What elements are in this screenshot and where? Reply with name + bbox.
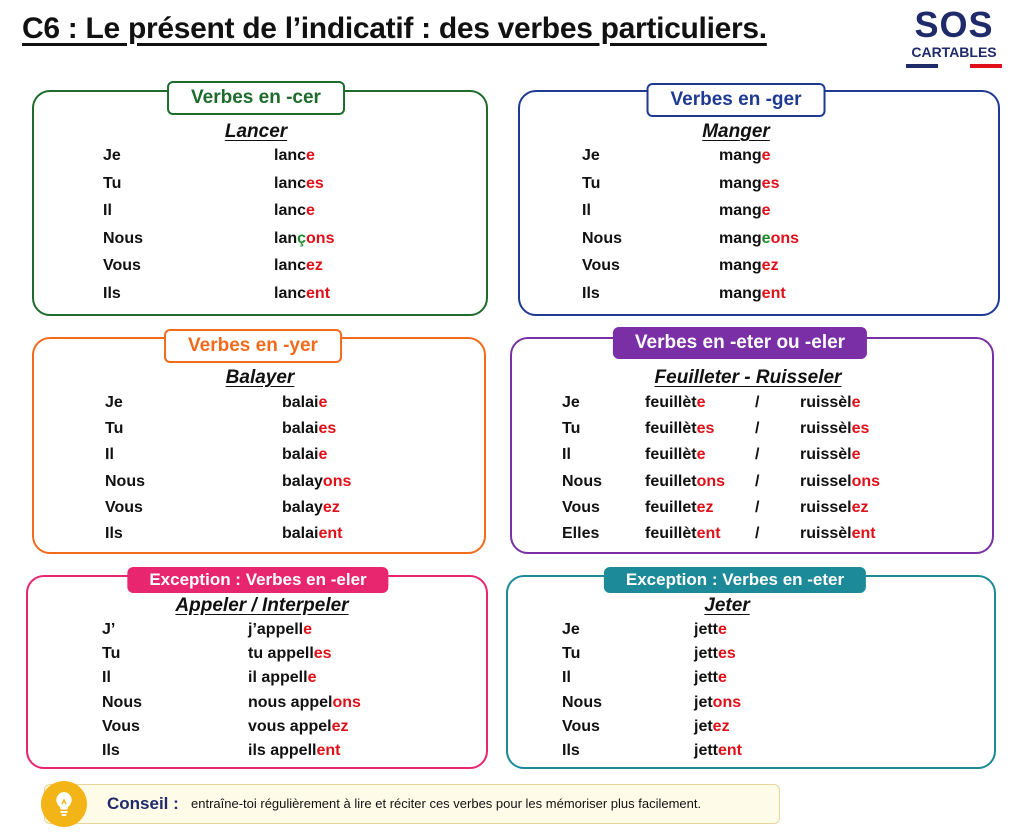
verb-form [274, 147, 315, 165]
pronoun: Ils [582, 285, 600, 302]
verb-form [719, 175, 779, 193]
stem: nous appel [248, 694, 333, 711]
pronoun: Vous [102, 718, 140, 735]
stem: ruissel [800, 499, 852, 516]
verb-form [274, 175, 324, 193]
logo-flag-bar [906, 64, 1002, 68]
pronoun: Il [562, 669, 571, 686]
pronoun: Ils [105, 525, 123, 542]
verb-form [282, 446, 327, 464]
verb-form [719, 285, 786, 303]
pronoun: Vous [562, 499, 600, 516]
ending: e [761, 202, 771, 219]
stem: tu appell [248, 645, 314, 662]
ending: ent [696, 525, 721, 542]
ending: ent [316, 742, 341, 759]
pronoun: Ils [562, 742, 580, 759]
ending: ez [331, 718, 349, 735]
ending: e [696, 394, 706, 411]
ending: ez [712, 718, 730, 735]
stem: jett [694, 621, 718, 638]
box-label: Verbes en -cer [167, 81, 345, 115]
verb-form [800, 499, 869, 517]
ending: ons [332, 694, 361, 711]
conseil-label: Conseil : [107, 794, 179, 813]
pronoun: Je [562, 394, 580, 411]
stem: ils appell [248, 742, 317, 759]
pronoun: Tu [562, 420, 581, 437]
pronoun: Nous [562, 694, 602, 711]
verb-form [645, 499, 713, 517]
ending: e [306, 202, 315, 219]
verb-form [645, 446, 705, 464]
stem: lanc [274, 285, 307, 302]
pronoun: Elles [562, 525, 600, 542]
box-label: Verbes en -eter ou -eler [613, 327, 867, 359]
separator: / [755, 473, 760, 490]
verb-form [248, 645, 332, 663]
stem: lanc [274, 257, 307, 274]
stem: mang [719, 202, 762, 219]
conseil-box [44, 784, 780, 824]
verb-form [645, 420, 714, 438]
verb-title: Balayer [225, 367, 295, 388]
verb-form [694, 718, 730, 736]
stem: feuillet [645, 499, 697, 516]
pronoun: Vous [562, 718, 600, 735]
ending: es [696, 420, 715, 437]
ending: e [718, 621, 727, 638]
stem: ruissèl [800, 446, 852, 463]
stem: feuillèt [645, 394, 697, 411]
verb-form [282, 473, 351, 491]
ending: ons [322, 473, 352, 490]
stem: lan [274, 230, 298, 247]
verb-form [274, 257, 323, 275]
conjugation-box [506, 575, 996, 769]
pronoun: J’ [102, 621, 116, 638]
stem: mang [719, 175, 762, 192]
stem: ruissel [800, 473, 852, 490]
pronoun: Vous [105, 499, 143, 516]
pronoun: Nous [582, 230, 622, 247]
stem: balai [282, 394, 319, 411]
stem: feuillèt [645, 525, 697, 542]
verb-form [645, 473, 725, 491]
ending: ons [770, 230, 800, 247]
verb-form [719, 230, 799, 248]
verb-form [719, 147, 771, 165]
ending: es [761, 175, 780, 192]
logo-top: SOS [914, 4, 994, 45]
stem: ruissèl [800, 525, 852, 542]
stem: lanc [274, 202, 307, 219]
ending: ez [761, 257, 779, 274]
pronoun: Il [102, 669, 111, 686]
pronoun: Il [562, 446, 571, 463]
verb-form [248, 694, 361, 712]
verb-form [248, 621, 312, 639]
separator: / [755, 446, 760, 463]
stem: balai [282, 525, 319, 542]
logo-bottom: CARTABLES [911, 44, 997, 60]
verb-form [719, 202, 771, 220]
modified-letter: ç [297, 230, 307, 247]
separator: / [755, 394, 760, 411]
ending: e [307, 669, 317, 686]
pronoun: Tu [105, 420, 124, 437]
ending: e [303, 621, 313, 638]
pronoun: Je [105, 394, 123, 411]
verb-form [274, 285, 330, 303]
verb-form [800, 473, 880, 491]
verb-title: Appeler / Interpeler [175, 595, 349, 616]
pronoun: Tu [102, 645, 121, 662]
ending: ent [718, 742, 742, 759]
stem: mang [719, 230, 762, 247]
ending: e [306, 147, 315, 164]
pronoun: Il [103, 202, 112, 219]
pronoun: Vous [582, 257, 620, 274]
ending: e [718, 669, 727, 686]
ending: es [313, 645, 332, 662]
ending: es [318, 420, 337, 437]
page-title: C6 : Le présent de l’indicatif : des verbes particuliers. [22, 12, 767, 45]
verb-form [800, 394, 861, 412]
stem: balai [282, 420, 319, 437]
ending: ons [851, 473, 881, 490]
lightbulb-icon [41, 781, 87, 827]
pronoun: Nous [103, 230, 143, 247]
verb-form [719, 257, 779, 275]
box-label: Exception : Verbes en -eler [127, 567, 388, 593]
pronoun: Nous [562, 473, 602, 490]
stem: j’appell [248, 621, 304, 638]
ending: e [851, 394, 861, 411]
pronoun: Nous [105, 473, 145, 490]
verb-form [282, 525, 342, 543]
logo [906, 6, 1002, 68]
stem: lanc [274, 175, 307, 192]
ending: e [318, 446, 328, 463]
stem: il appell [248, 669, 308, 686]
pronoun: Nous [102, 694, 142, 711]
verb-form [800, 420, 869, 438]
box-label: Exception : Verbes en -eter [604, 567, 866, 593]
stem: jett [694, 669, 718, 686]
ending: e [696, 446, 706, 463]
box-label: Verbes en -ger [647, 83, 826, 117]
stem: feuillèt [645, 420, 697, 437]
verb-form [694, 694, 741, 712]
pronoun: Il [105, 446, 114, 463]
stem: jett [694, 742, 718, 759]
ending: ent [306, 285, 331, 302]
stem: jet [694, 718, 713, 735]
verb-form [274, 202, 315, 220]
pronoun: Vous [103, 257, 141, 274]
pronoun: Ils [103, 285, 121, 302]
verb-form [800, 525, 876, 543]
verb-form [645, 525, 721, 543]
ending: e [761, 147, 771, 164]
verb-form [694, 645, 736, 663]
conseil-text: entraîne-toi régulièrement à lire et réciter ces verbes pour les mémoriser plus facilement. [191, 796, 702, 811]
verb-form [694, 742, 742, 760]
verb-form [694, 669, 727, 687]
ending: ent [761, 285, 786, 302]
pronoun: Tu [562, 645, 581, 662]
verb-form [248, 742, 340, 760]
pronoun: Je [582, 147, 600, 164]
stem: mang [719, 257, 762, 274]
verb-form [282, 394, 327, 412]
modified-letter: e [761, 230, 771, 247]
pronoun: Je [562, 621, 580, 638]
ending: ez [696, 499, 714, 516]
separator: / [755, 499, 760, 516]
verb-title: Lancer [224, 121, 288, 142]
separator: / [755, 420, 760, 437]
ending: ons [306, 230, 335, 247]
stem: ruissèl [800, 394, 852, 411]
separator: / [755, 525, 760, 542]
ending: e [318, 394, 328, 411]
ending: e [851, 446, 861, 463]
ending: ez [306, 257, 323, 274]
verb-form [274, 230, 334, 248]
verb-form [645, 394, 705, 412]
ending: ez [322, 499, 340, 516]
ending: es [718, 645, 736, 662]
ending: es [306, 175, 324, 192]
stem: balay [282, 473, 323, 490]
verb-form [248, 718, 348, 736]
stem: balai [282, 446, 319, 463]
stem: mang [719, 147, 762, 164]
verb-title: Manger [702, 121, 770, 142]
stem: balay [282, 499, 323, 516]
ending: ons [712, 694, 742, 711]
ending: ez [851, 499, 869, 516]
stem: jett [694, 645, 718, 662]
verb-form [800, 446, 861, 464]
verb-form [282, 420, 336, 438]
stem: lanc [274, 147, 307, 164]
stem: vous appel [248, 718, 332, 735]
box-label: Verbes en -yer [164, 329, 342, 363]
pronoun: Je [103, 147, 121, 164]
stem: mang [719, 285, 762, 302]
verb-form [694, 621, 727, 639]
ending: ent [318, 525, 343, 542]
stem: feuillet [645, 473, 697, 490]
pronoun: Tu [103, 175, 122, 192]
pronoun: Il [582, 202, 591, 219]
verb-title: Jeter [704, 595, 750, 616]
stem: feuillèt [645, 446, 697, 463]
pronoun: Tu [582, 175, 601, 192]
verb-form [248, 669, 316, 687]
ending: ons [696, 473, 726, 490]
pronoun: Ils [102, 742, 120, 759]
stem: ruissèl [800, 420, 852, 437]
verb-form [282, 499, 340, 517]
verb-title: Feuilleter - Ruisseler [654, 367, 842, 388]
stem: jet [694, 694, 713, 711]
ending: es [851, 420, 870, 437]
ending: ent [851, 525, 876, 542]
